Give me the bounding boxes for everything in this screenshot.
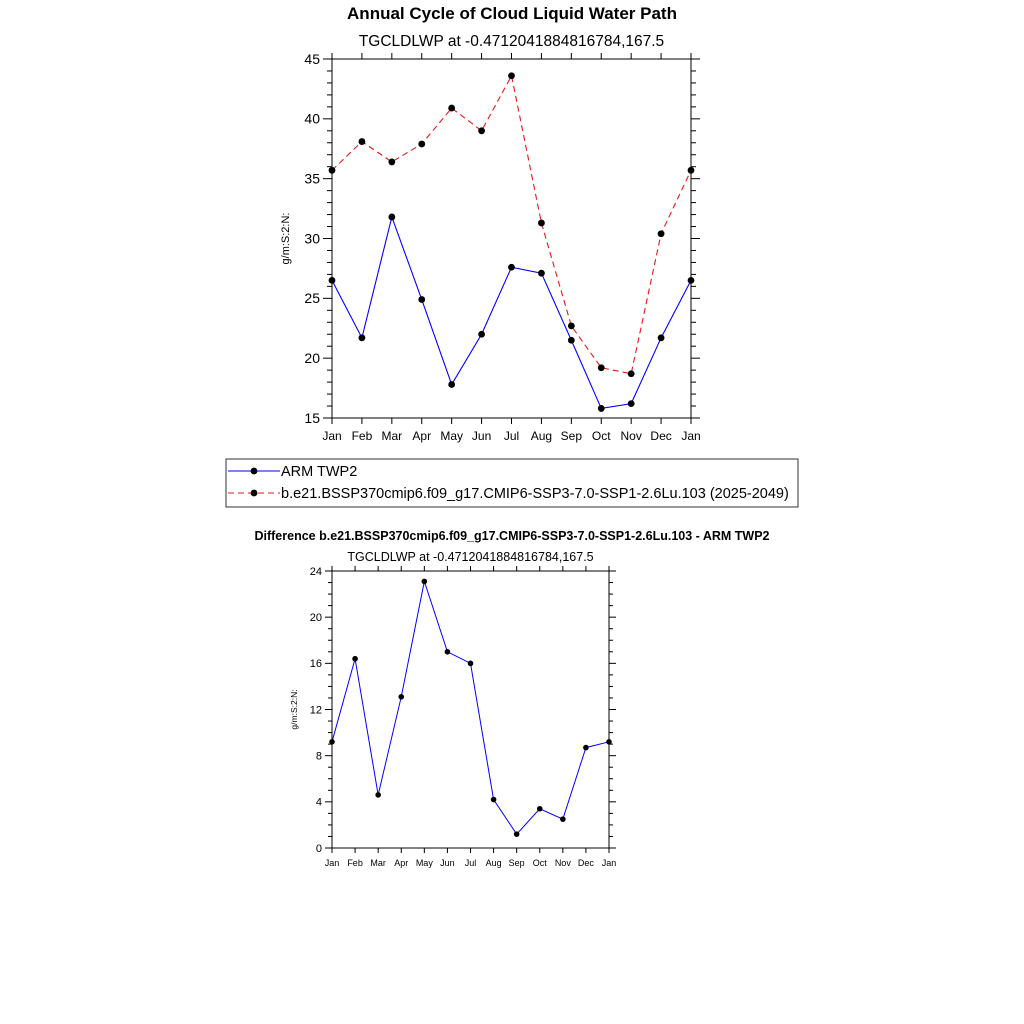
data-point bbox=[606, 739, 612, 745]
x-tick-label: Sep bbox=[508, 858, 525, 868]
data-point bbox=[598, 405, 605, 412]
data-point bbox=[658, 334, 665, 341]
y-tick-label: 20 bbox=[309, 612, 322, 625]
chart-subtitle: TGCLDLWP at -0.4712041884816784,167.5 bbox=[347, 550, 594, 564]
data-point bbox=[418, 296, 425, 303]
data-point bbox=[329, 739, 335, 745]
x-tick-label: Dec bbox=[577, 858, 594, 868]
legend bbox=[226, 459, 798, 507]
data-point bbox=[628, 400, 635, 407]
y-tick-label: 45 bbox=[304, 50, 320, 67]
data-point bbox=[478, 127, 485, 134]
y-tick-label: 35 bbox=[304, 170, 320, 187]
data-point bbox=[445, 649, 451, 655]
legend-label-1: ARM TWP2 bbox=[281, 464, 358, 480]
x-tick-label: Jul bbox=[464, 858, 477, 868]
data-point bbox=[508, 72, 515, 79]
data-point bbox=[448, 105, 455, 112]
data-point bbox=[491, 797, 497, 803]
x-tick-label: Mar bbox=[370, 858, 386, 868]
x-tick-label: Apr bbox=[412, 429, 432, 443]
x-tick-label: Jul bbox=[503, 429, 520, 443]
y-tick-label: 24 bbox=[309, 565, 322, 578]
x-tick-label: Aug bbox=[530, 429, 553, 443]
data-point bbox=[537, 806, 543, 812]
x-tick-label: Feb bbox=[351, 429, 373, 443]
data-point bbox=[538, 270, 545, 277]
chart-1 bbox=[226, 4, 798, 507]
x-tick-label: Oct bbox=[532, 858, 547, 868]
x-tick-label: Jan bbox=[601, 858, 617, 868]
data-point bbox=[560, 816, 566, 822]
data-point bbox=[568, 337, 575, 344]
data-point bbox=[388, 159, 395, 166]
data-point bbox=[468, 661, 474, 667]
data-point bbox=[352, 656, 358, 662]
y-tick-label: 15 bbox=[304, 409, 320, 426]
data-point bbox=[508, 264, 515, 271]
x-tick-label: Jun bbox=[471, 429, 492, 443]
x-tick-label: Nov bbox=[554, 858, 571, 868]
chart-title: Difference b.e21.BSSP370cmip6.f09_g17.CMIP6-SSP3-7.0-SSP1-2.6Lu.103 - ARM TWP2 bbox=[254, 529, 770, 543]
data-point bbox=[538, 220, 545, 227]
x-tick-label: Nov bbox=[620, 429, 642, 443]
data-point bbox=[448, 381, 455, 388]
y-tick-label: 4 bbox=[315, 796, 322, 809]
x-tick-label: May bbox=[415, 858, 433, 868]
legend-marker-2 bbox=[251, 490, 258, 497]
data-point bbox=[514, 831, 520, 837]
y-tick-label: 20 bbox=[304, 350, 320, 367]
plot-frame bbox=[332, 59, 691, 418]
x-tick-label: Jun bbox=[440, 858, 455, 868]
data-point bbox=[359, 138, 366, 145]
x-tick-label: Jan bbox=[324, 858, 340, 868]
y-tick-label: 40 bbox=[304, 110, 320, 127]
x-tick-label: Jan bbox=[322, 429, 342, 443]
x-tick-label: Oct bbox=[591, 429, 611, 443]
data-point bbox=[568, 322, 575, 329]
y-tick-label: 12 bbox=[309, 704, 322, 717]
x-tick-label: Dec bbox=[650, 429, 672, 443]
y-tick-label: 25 bbox=[304, 290, 320, 307]
data-point bbox=[688, 167, 695, 174]
x-tick-label: May bbox=[440, 429, 464, 443]
legend-label-2: b.e21.BSSP370cmip6.f09_g17.CMIP6-SSP3-7.0-SSP1-2.6Lu.103 (2025-2049) bbox=[281, 486, 789, 502]
data-point bbox=[359, 334, 366, 341]
data-point bbox=[422, 579, 428, 585]
x-tick-label: Jan bbox=[681, 429, 701, 443]
y-tick-label: 30 bbox=[304, 230, 320, 247]
y-tick-label: 16 bbox=[309, 658, 322, 671]
legend-marker-1 bbox=[251, 468, 258, 475]
data-point bbox=[598, 364, 605, 371]
x-tick-label: Apr bbox=[394, 858, 409, 868]
chart-title: Annual Cycle of Cloud Liquid Water Path bbox=[347, 4, 677, 23]
series-line-2 bbox=[332, 76, 691, 374]
series-line-1 bbox=[332, 581, 609, 834]
y-axis-label: g/m:S:2:N: bbox=[289, 689, 299, 730]
data-point bbox=[418, 141, 425, 148]
x-tick-label: Sep bbox=[560, 429, 583, 443]
data-point bbox=[658, 230, 665, 237]
data-point bbox=[478, 331, 485, 338]
data-point bbox=[388, 214, 395, 221]
data-point bbox=[583, 745, 589, 751]
data-point bbox=[375, 792, 381, 798]
series-line-1 bbox=[332, 217, 691, 408]
data-point bbox=[688, 277, 695, 284]
y-tick-label: 0 bbox=[315, 842, 322, 855]
x-tick-label: Feb bbox=[347, 858, 363, 868]
y-axis-label: g/m:S:2:N: bbox=[280, 212, 292, 265]
data-point bbox=[628, 370, 635, 377]
x-tick-label: Aug bbox=[485, 858, 502, 868]
y-tick-label: 8 bbox=[315, 750, 322, 763]
data-point bbox=[329, 277, 336, 284]
chart-subtitle: TGCLDLWP at -0.4712041884816784,167.5 bbox=[358, 33, 665, 50]
x-tick-label: Mar bbox=[381, 429, 403, 443]
chart-2 bbox=[254, 529, 769, 868]
data-point bbox=[329, 167, 336, 174]
data-point bbox=[398, 694, 404, 700]
